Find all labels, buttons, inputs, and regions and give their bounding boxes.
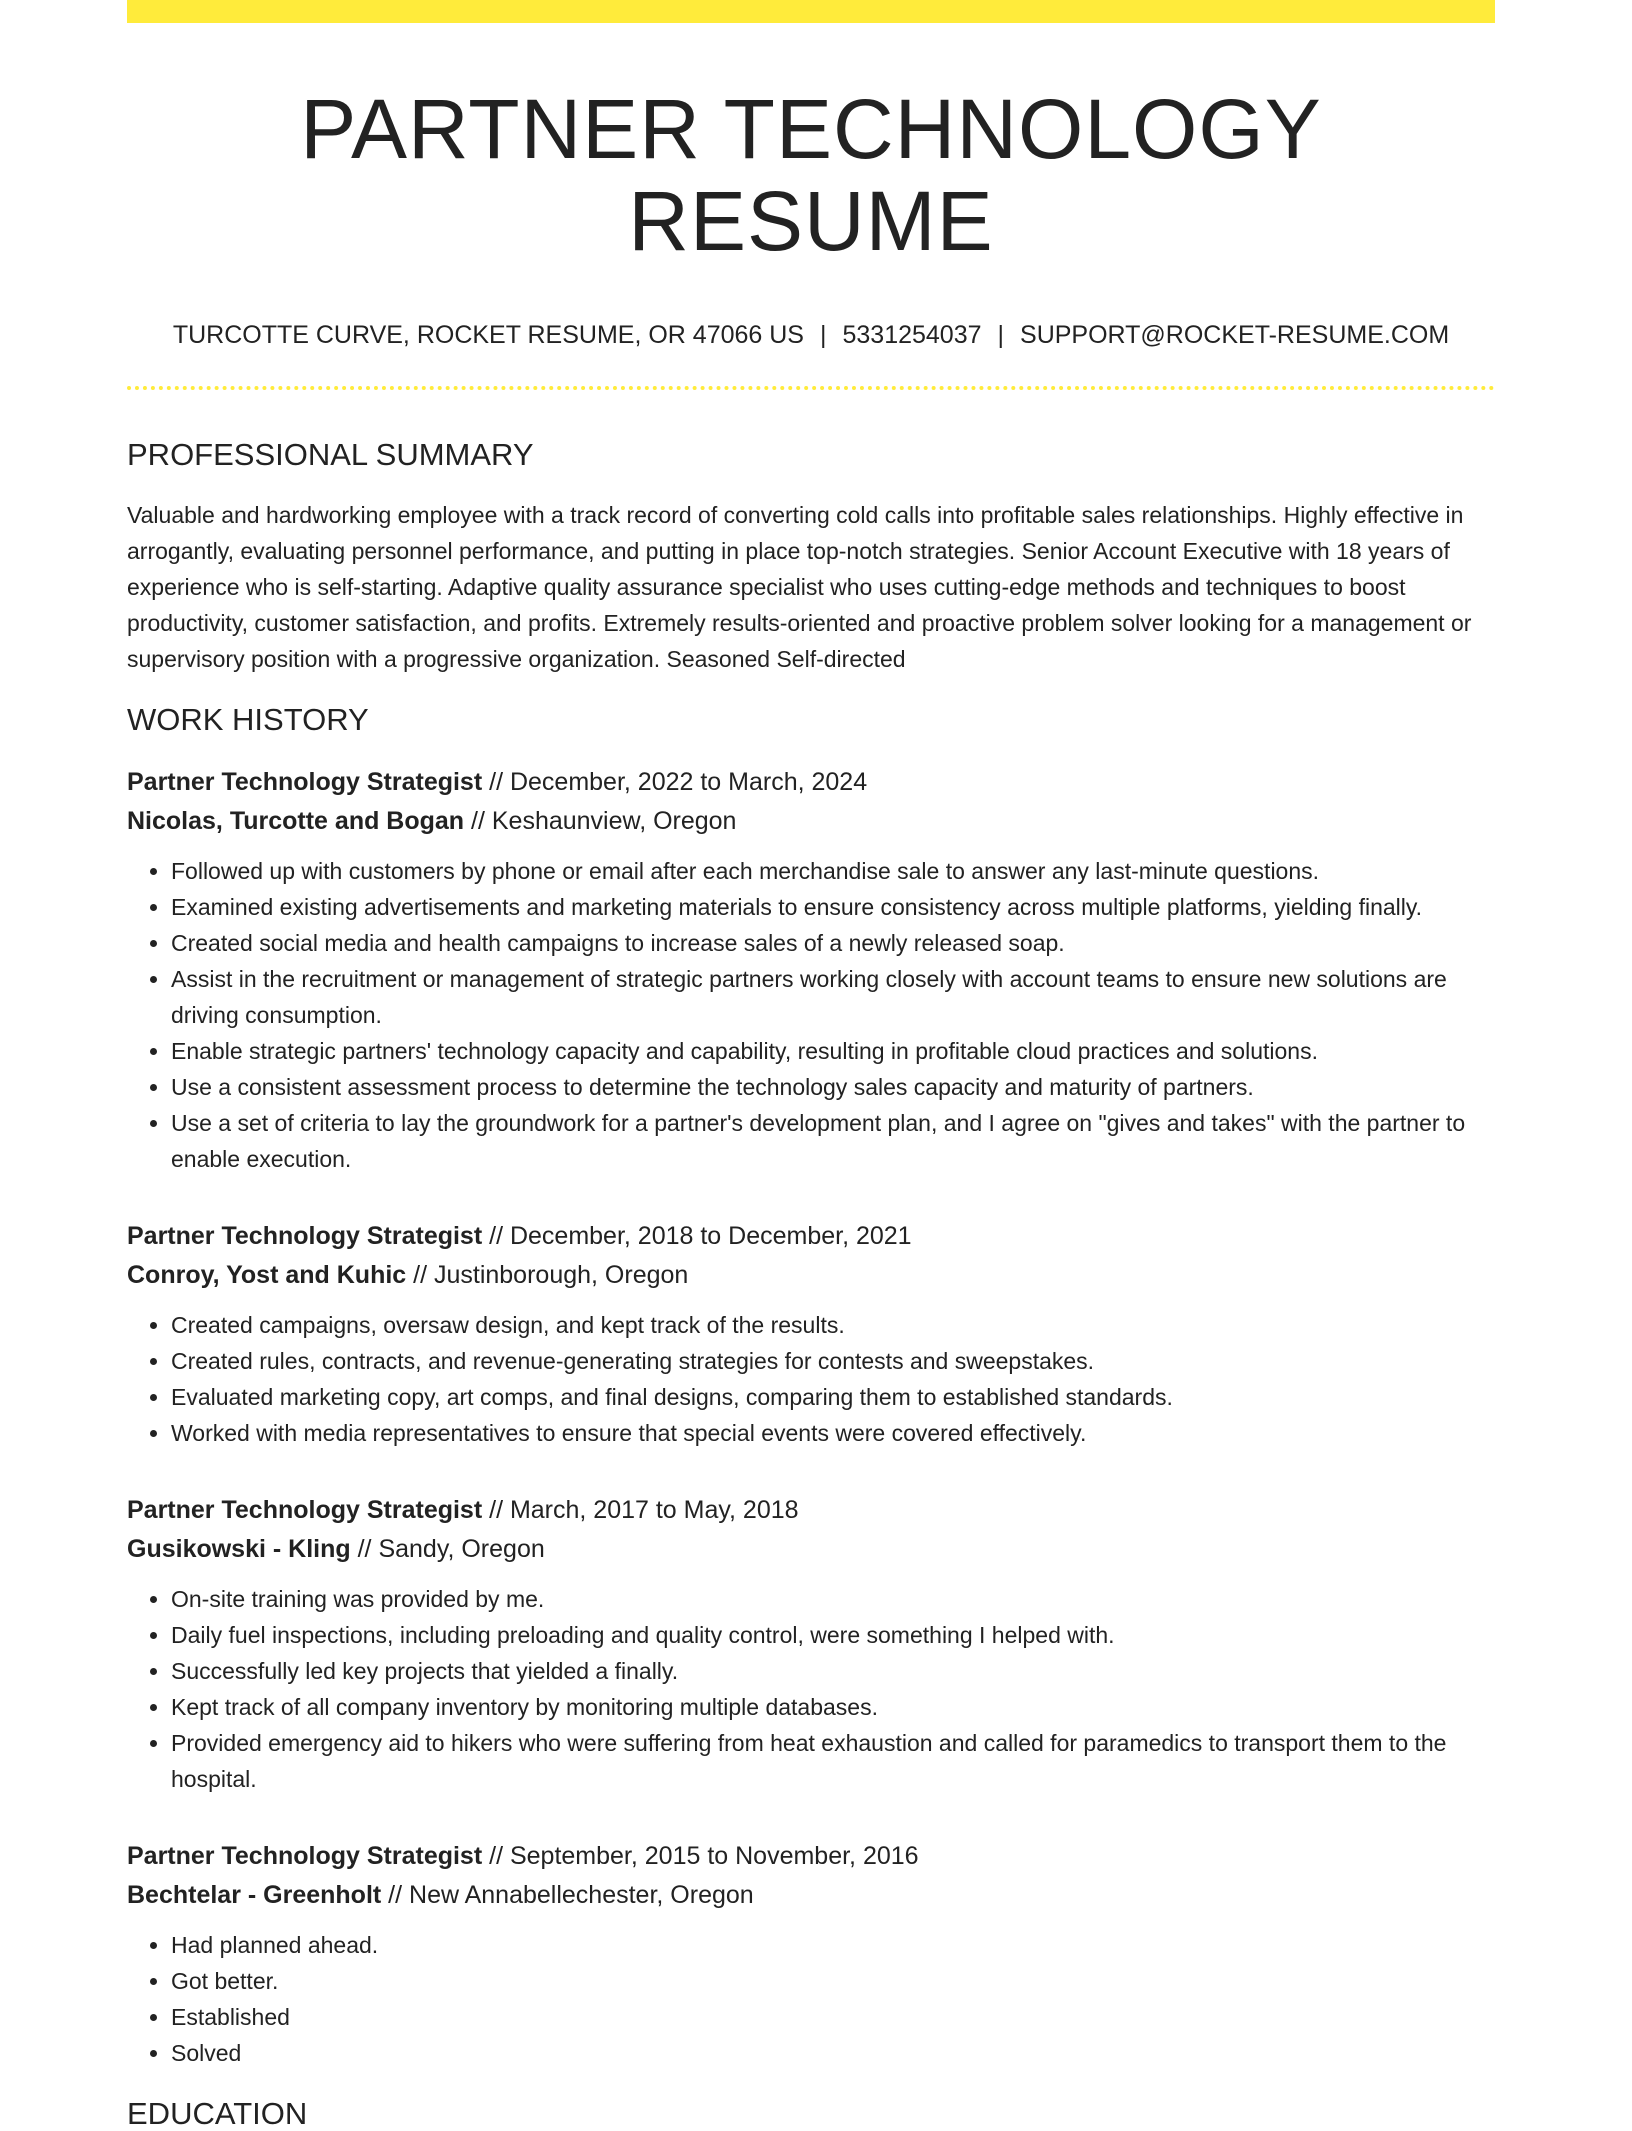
- contact-phone: 5331254037: [842, 320, 982, 349]
- job-bullet: • Followed up with customers by phone or email after each merchandise sale to answer any last-minute questions.: [171, 853, 1495, 889]
- job-bullet: • Assist in the recruitment or management of strategic partners working closely with account teams to ensure new solutions are driving consumption.: [171, 961, 1495, 1033]
- resume-title: PARTNER TECHNOLOGY RESUME: [300, 82, 1322, 269]
- job-title-line: [127, 1217, 1495, 1256]
- job-entry: [127, 1491, 1495, 1797]
- job-company-line: [127, 1256, 1495, 1295]
- job-company-line: [127, 802, 1495, 841]
- job-company: Nicolas, Turcotte and Bogan: [127, 806, 465, 835]
- section-title-work-history: WORK HISTORY: [127, 701, 369, 737]
- job-entry: [127, 1217, 1495, 1451]
- job-title: Partner Technology Strategist: [127, 1221, 483, 1250]
- contact-separator: |: [819, 320, 827, 349]
- summary-text: Valuable and hardworking employee with a track record of converting cold calls into profitable sales relationships. Highly effective in arrogantly, evaluating personnel performance, and putting in place top-notch strategies. Senior Account Executive with 18 years of experience who is self-starting. Adaptive quality assurance specialist who uses cutting-edge methods and techniques to boost productivity, customer satisfaction, and profits. Extremely results-oriented and proactive problem solver looking for a management or supervisory position with a progressive organization. Seasoned Self-directed: [127, 501, 1472, 672]
- job-bullet: • Use a set of criteria to lay the groundwork for a partner's development plan, and I agree on "gives and takes" with the partner to enable execution.: [171, 1105, 1495, 1177]
- contact-email: SUPPORT@ROCKET-RESUME.COM: [1020, 320, 1450, 349]
- job-bullet: • Created social media and health campaigns to increase sales of a newly released soap.: [171, 925, 1495, 961]
- job-bullet: • Created campaigns, oversaw design, and kept track of the results.: [171, 1307, 1495, 1343]
- job-title-line: [127, 1491, 1495, 1530]
- job-location: // Keshaunview, Oregon: [464, 806, 737, 835]
- section-title-summary: PROFESSIONAL SUMMARY: [127, 436, 534, 472]
- job-entry: [127, 1837, 1495, 2071]
- job-bullet: • Created rules, contracts, and revenue-generating strategies for contests and sweepstakes.: [171, 1343, 1495, 1379]
- job-dates: // March, 2017 to May, 2018: [482, 1495, 799, 1524]
- contact-line: [127, 320, 1495, 350]
- contact-separator: |: [997, 320, 1005, 349]
- job-bullet-list: [127, 1927, 1495, 2071]
- job-dates: // December, 2018 to December, 2021: [482, 1221, 912, 1250]
- job-title: Partner Technology Strategist: [127, 1495, 483, 1524]
- section-title-education: EDUCATION: [127, 2095, 308, 2131]
- job-bullet: • Got better.: [171, 1963, 1495, 1999]
- job-bullet: • Worked with media representatives to ensure that special events were covered effectively.: [171, 1415, 1495, 1451]
- job-bullet: • Established: [171, 1999, 1495, 2035]
- job-company-line: [127, 1876, 1495, 1915]
- job-bullet: • Successfully led key projects that yielded a finally.: [171, 1653, 1495, 1689]
- job-location: // Justinborough, Oregon: [406, 1260, 689, 1289]
- job-title: Partner Technology Strategist: [127, 1841, 483, 1870]
- job-bullet-list: [127, 1307, 1495, 1451]
- job-bullet-list: [127, 853, 1495, 1177]
- resume-page: [127, 0, 1495, 2131]
- job-bullet: • Examined existing advertisements and marketing materials to ensure consistency across multiple platforms, yielding finally.: [171, 889, 1495, 925]
- job-bullet: • Enable strategic partners' technology capacity and capability, resulting in profitable cloud practices and solutions.: [171, 1033, 1495, 1069]
- job-bullet-list: [127, 1581, 1495, 1797]
- job-bullet: • On-site training was provided by me.: [171, 1581, 1495, 1617]
- job-entry: [127, 763, 1495, 1177]
- job-company-line: [127, 1530, 1495, 1569]
- job-bullet: • Had planned ahead.: [171, 1927, 1495, 1963]
- job-bullet: • Solved: [171, 2035, 1495, 2071]
- job-bullet: • Kept track of all company inventory by monitoring multiple databases.: [171, 1689, 1495, 1725]
- job-title-line: [127, 1837, 1495, 1876]
- top-accent-bar: [127, 0, 1495, 23]
- job-bullet: • Daily fuel inspections, including preloading and quality control, were something I helped with.: [171, 1617, 1495, 1653]
- job-dates: // September, 2015 to November, 2016: [482, 1841, 919, 1870]
- job-title: Partner Technology Strategist: [127, 767, 483, 796]
- job-bullet: • Evaluated marketing copy, art comps, and final designs, comparing them to established standards.: [171, 1379, 1495, 1415]
- job-company: Gusikowski - Kling: [127, 1534, 351, 1563]
- work-history-list: [127, 763, 1495, 2071]
- job-location: // New Annabellechester, Oregon: [381, 1880, 754, 1909]
- job-bullet: • Use a consistent assessment process to determine the technology sales capacity and maturity of partners.: [171, 1069, 1495, 1105]
- job-bullet: • Provided emergency aid to hikers who were suffering from heat exhaustion and called for paramedics to transport them to the hospital.: [171, 1725, 1495, 1797]
- contact-address: TURCOTTE CURVE, ROCKET RESUME, OR 47066 US: [172, 320, 804, 349]
- job-dates: // December, 2022 to March, 2024: [482, 767, 868, 796]
- header-divider: [127, 386, 1495, 390]
- job-company: Bechtelar - Greenholt: [127, 1880, 382, 1909]
- job-location: // Sandy, Oregon: [350, 1534, 545, 1563]
- job-title-line: [127, 763, 1495, 802]
- job-company: Conroy, Yost and Kuhic: [127, 1260, 407, 1289]
